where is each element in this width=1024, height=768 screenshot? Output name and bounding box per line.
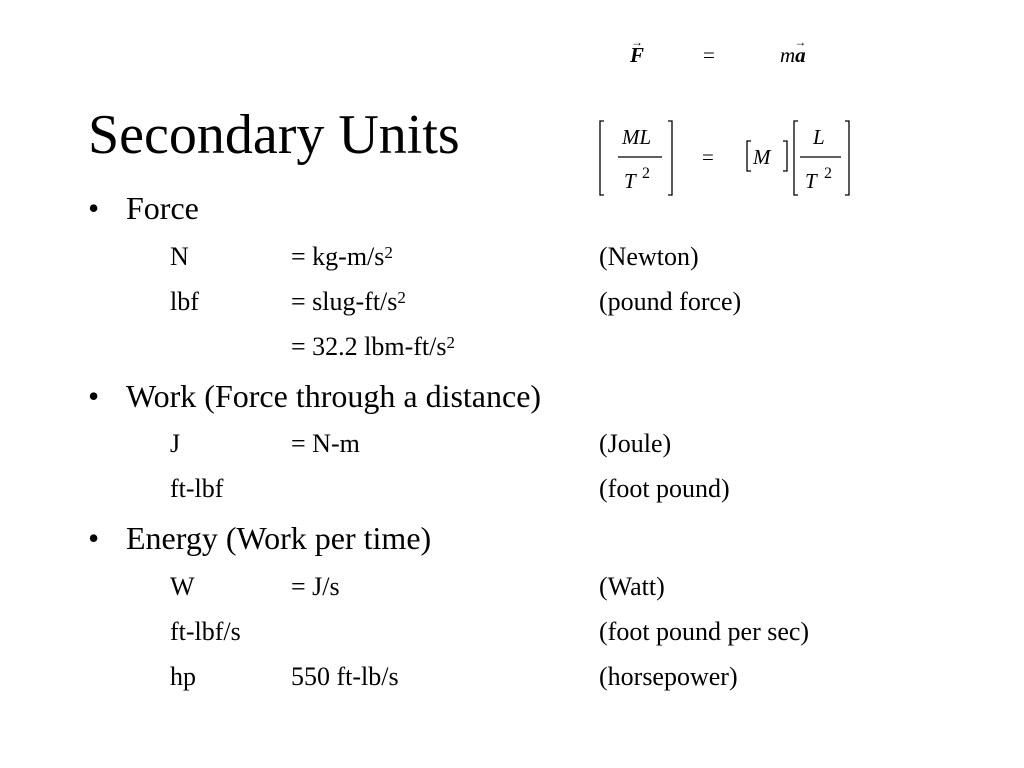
bullet-dot: • [88,520,100,556]
bullet-heading: Work (Force through a distance) [126,378,542,414]
unit-definition: = slug-$ft/s^2$ [291,287,406,316]
unit-definition: = 32.2 lbm-$ft/s^2$ [291,332,455,361]
bullet-dot: • [88,378,100,414]
mass-bracket-open [747,141,751,171]
right-bracket-open [794,121,798,195]
unit-name: (foot pound) [599,474,730,503]
bullet-heading: Force [126,190,199,226]
slide-title: Secondary Units [88,104,460,166]
unit-definition: = N-m [291,429,360,458]
equation-equals: = [703,43,715,67]
exponent: 2 [397,288,406,307]
unit-symbol: J [170,429,181,458]
unit-name: (Joule) [599,429,672,458]
exponent: 2 [384,243,393,262]
lhs-denominator-base: T [624,169,636,193]
unit-symbol: ft-lbf [170,474,224,503]
mass-symbol: m [780,43,796,67]
unit-symbol: W [170,572,195,601]
dimensional-equals: = [702,145,714,169]
unit-definition: 550 ft-lb/s [291,662,399,691]
unit-name: (horsepower) [599,662,738,691]
unit-name: (pound force) [599,287,742,316]
unit-definition: = J/s [291,572,340,601]
equation-mass-acceleration [780,40,806,70]
unit-name: (Watt) [599,572,665,601]
unit-name: (Newton) [599,242,699,271]
force-vector: → F [630,40,644,70]
right-bracket-close [845,121,849,195]
acceleration-vector: → a [795,40,806,70]
unit-definition: = $kg-m/s^2$ [291,242,393,271]
rhs-numerator: L [813,125,825,149]
unit-symbol: lbf [170,287,199,316]
mass-dimension: M [753,145,771,169]
rhs-denominator-exponent: 2 [824,165,832,182]
unit-symbol: N [170,242,189,271]
exponent: 2 [446,333,455,352]
left-bracket-close [668,121,672,195]
mass-bracket-close [783,141,787,171]
unit-name: (foot pound per sec) [599,617,810,646]
equation-force-symbol [630,40,644,70]
unit-symbol: hp [170,662,196,691]
left-bracket-open [600,121,604,195]
rhs-denominator-base: T [805,169,817,193]
bullet-dot: • [88,190,100,226]
lhs-numerator: ML [622,125,652,149]
dimensional-equation [596,113,866,203]
lhs-denominator-exponent: 2 [642,165,650,182]
unit-symbol: ft-lbf/s [170,617,241,646]
bullet-heading: Energy (Work per time) [126,520,432,556]
